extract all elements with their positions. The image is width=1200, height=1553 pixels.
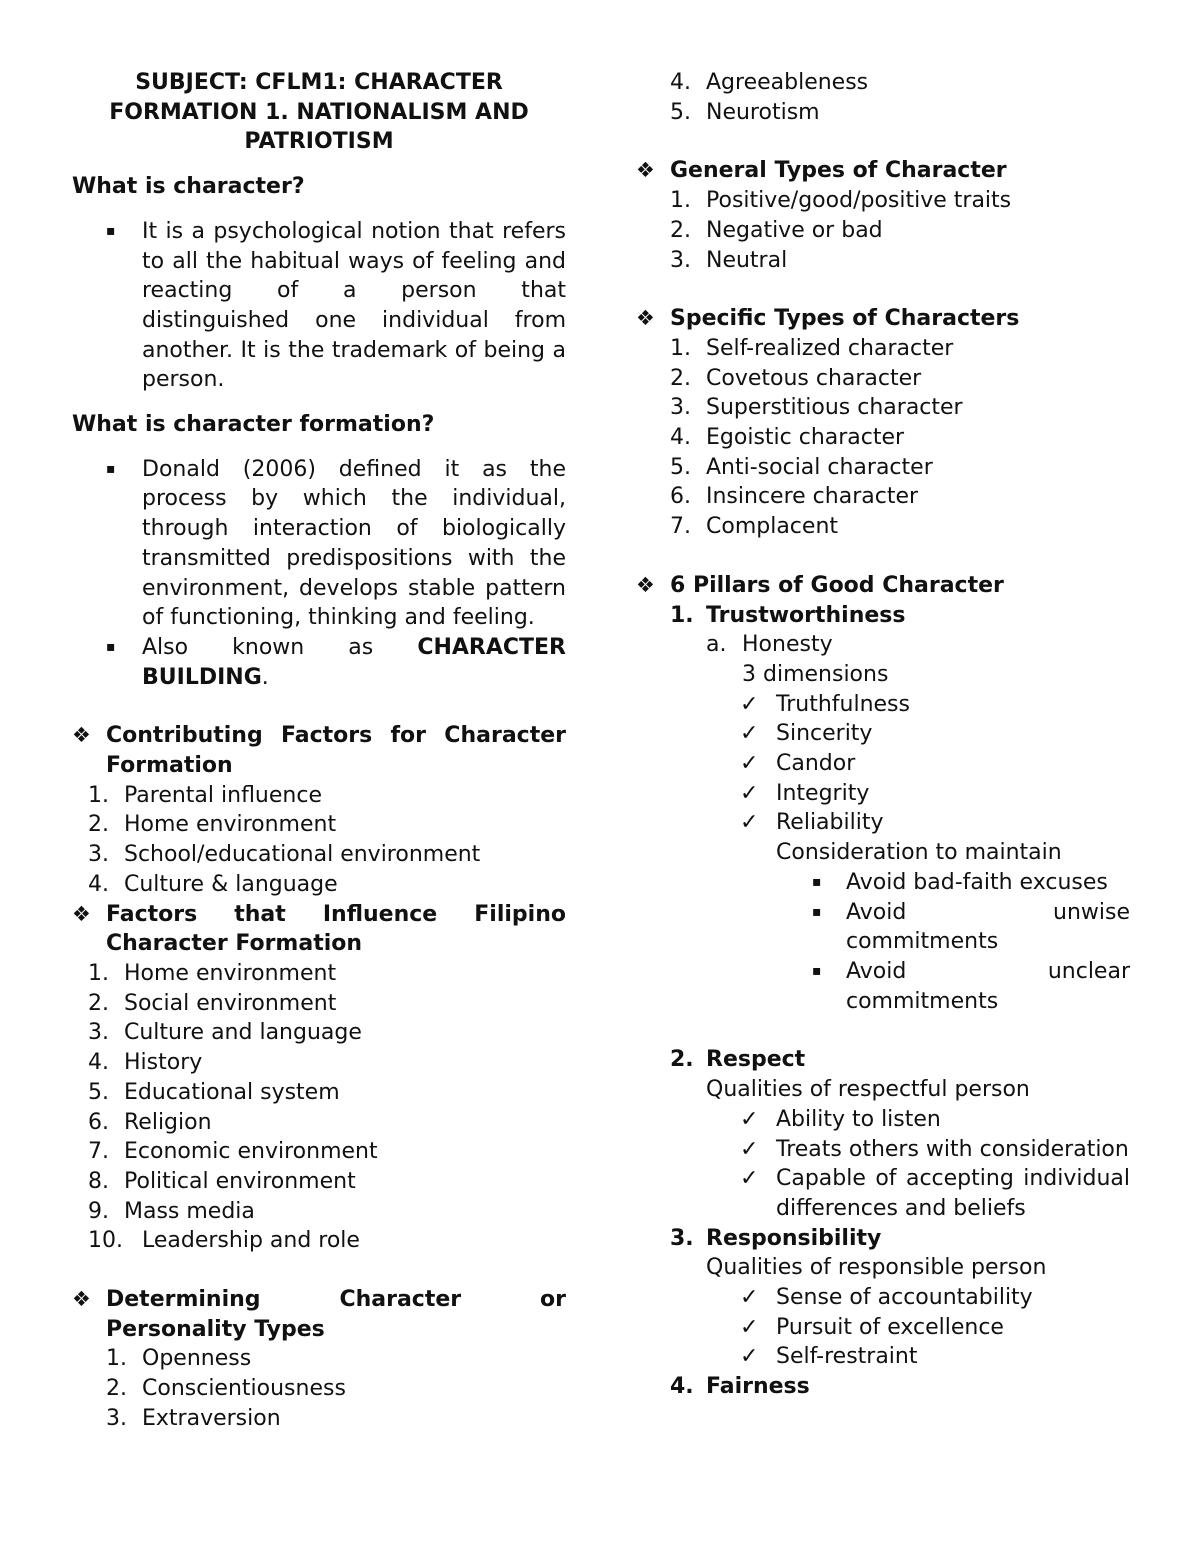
list-item: 6. Insincere character bbox=[670, 484, 919, 510]
section-heading-personality: ❖ Determining Character or Personality Types bbox=[72, 1287, 566, 1342]
heading-what-is-character: What is character? bbox=[72, 174, 305, 200]
check-item: ✓ Treats others with consideration bbox=[636, 1135, 1130, 1165]
character-definition: It is a psychological notion that refers to all the habitual ways of feeling and reacting of a person that distinguished one individual from another. It is the trademark of being a person. bbox=[142, 218, 566, 393]
check-icon: ✓ bbox=[740, 1106, 759, 1132]
list-item: 3. Extraversion bbox=[106, 1405, 281, 1431]
list-item: 3. School/educational environment bbox=[88, 842, 481, 868]
pillar-trustworthiness: 1. Trustworthiness bbox=[670, 602, 906, 628]
section-heading-pillars: ❖ 6 Pillars of Good Character bbox=[636, 571, 1130, 601]
check-item: ✓ Ability to listen bbox=[636, 1105, 1130, 1135]
square-bullet-icon: ▪ bbox=[812, 873, 822, 890]
list-item: 1. Positive/good/positive traits bbox=[670, 188, 1012, 214]
check-icon: ✓ bbox=[740, 1166, 759, 1192]
list-item: 2. Negative or bad bbox=[670, 217, 883, 243]
check-icon: ✓ bbox=[740, 691, 759, 717]
check-icon: ✓ bbox=[740, 721, 759, 747]
bullet-item bbox=[72, 217, 566, 395]
bullet-item bbox=[72, 633, 566, 692]
pillar-respect: 2. Respect bbox=[670, 1047, 806, 1073]
check-item: ✓ Reliability bbox=[636, 808, 1130, 838]
diamond-bullet-icon: ❖ bbox=[72, 723, 91, 748]
check-item: ✓ Self-restraint bbox=[636, 1342, 1130, 1372]
list-item: 4. Egoistic character bbox=[670, 425, 905, 451]
pillar-fairness: 4. Fairness bbox=[670, 1374, 810, 1400]
diamond-bullet-icon: ❖ bbox=[636, 572, 655, 597]
specific-list bbox=[636, 334, 1130, 542]
list-item: 9. Mass media bbox=[88, 1198, 255, 1224]
list-item: 1. Self-realized character bbox=[670, 335, 954, 361]
list-item: 5. Educational system bbox=[88, 1079, 340, 1105]
formation-definition: Donald (2006) defined it as the process by which the individual, through interaction of biologically transmitted predispositions with the environment, develops stable pattern of functioning, thinking and feeling. bbox=[142, 456, 566, 631]
section-heading-general: ❖ General Types of Character bbox=[636, 156, 1130, 186]
check-icon: ✓ bbox=[740, 810, 759, 836]
check-item: ✓ Sense of accountability bbox=[636, 1283, 1130, 1313]
list-item: 5. Neurotism bbox=[670, 99, 820, 125]
list-item: 3. Superstitious character bbox=[670, 395, 963, 421]
also-known-prefix: Also known as bbox=[142, 634, 374, 660]
qualities-label: Qualities of respectful person bbox=[706, 1077, 1030, 1103]
general-list bbox=[636, 186, 1130, 275]
personality-list bbox=[72, 1344, 566, 1433]
avoid-item: ▪ Avoid unwise commitments bbox=[812, 899, 1130, 955]
list-item: 5. Anti-social character bbox=[670, 454, 933, 480]
list-item: 1. Parental influence bbox=[88, 782, 322, 808]
pillar-responsibility: 3. Responsibility bbox=[670, 1225, 882, 1251]
list-item: 2. Social environment bbox=[88, 990, 337, 1016]
check-icon: ✓ bbox=[740, 1344, 759, 1370]
list-item: 1. Openness bbox=[106, 1346, 252, 1372]
heading-character-formation: What is character formation? bbox=[72, 412, 435, 438]
check-item: ✓ Capable of accepting individual differences and beliefs bbox=[740, 1166, 1130, 1221]
check-item: ✓ Pursuit of excellence bbox=[636, 1313, 1130, 1343]
section-heading-contributing: ❖ Contributing Factors for Character Formation bbox=[72, 723, 566, 779]
list-item: 8. Political environment bbox=[88, 1168, 356, 1194]
check-icon: ✓ bbox=[740, 780, 759, 806]
list-item: 7. Economic environment bbox=[88, 1139, 378, 1165]
check-icon: ✓ bbox=[740, 751, 759, 777]
square-bullet-icon: ▪ bbox=[106, 222, 116, 239]
diamond-bullet-icon: ❖ bbox=[72, 901, 91, 926]
diamond-bullet-icon: ❖ bbox=[636, 306, 655, 331]
right-column bbox=[636, 68, 1130, 1402]
list-item: 3. Neutral bbox=[670, 247, 788, 273]
diamond-bullet-icon: ❖ bbox=[72, 1287, 91, 1312]
list-item: 10. Leadership and role bbox=[88, 1228, 360, 1254]
document-title: SUBJECT: CFLM1: CHARACTER FORMATION 1. NATIONALISM AND PATRIOTISM bbox=[109, 70, 529, 155]
list-item: 6. Religion bbox=[88, 1109, 212, 1135]
list-item: 1. Home environment bbox=[88, 960, 337, 986]
square-bullet-icon: ▪ bbox=[812, 903, 822, 920]
section-heading-filipino: ❖ Factors that Influence Filipino Character Formation bbox=[72, 901, 566, 957]
check-icon: ✓ bbox=[740, 1136, 759, 1162]
bullet-item bbox=[72, 455, 566, 633]
dimensions-label: 3 dimensions bbox=[742, 661, 889, 687]
avoid-item: ▪ Avoid unclear commitments bbox=[812, 958, 1130, 1014]
list-item: 4. Culture & language bbox=[88, 871, 338, 897]
diamond-bullet-icon: ❖ bbox=[636, 158, 655, 183]
check-item: ✓ Candor bbox=[636, 749, 1130, 779]
left-column bbox=[72, 68, 566, 1434]
list-item: 4. History bbox=[88, 1050, 203, 1076]
square-bullet-icon: ▪ bbox=[106, 460, 116, 477]
list-item: 7. Complacent bbox=[670, 514, 839, 540]
also-known-suffix: . bbox=[261, 664, 269, 690]
check-icon: ✓ bbox=[740, 1285, 759, 1311]
check-item: ✓ Truthfulness bbox=[636, 690, 1130, 720]
square-bullet-icon: ▪ bbox=[106, 638, 116, 655]
list-item: 3. Culture and language bbox=[88, 1020, 362, 1046]
section-heading-specific: ❖ Specific Types of Characters bbox=[636, 304, 1130, 334]
personality-list-continued bbox=[636, 68, 1130, 127]
filipino-list bbox=[72, 959, 566, 1256]
list-item: 2. Covetous character bbox=[670, 365, 922, 391]
list-item: 2. Conscientiousness bbox=[106, 1376, 346, 1402]
sub-item-honesty: a. Honesty bbox=[706, 632, 833, 658]
character-building-term: CHARACTER BUILDING bbox=[142, 634, 566, 690]
avoid-item: ▪ Avoid bad-faith excuses bbox=[636, 868, 1130, 898]
check-item: ✓ Sincerity bbox=[636, 719, 1130, 749]
qualities-label: Qualities of responsible person bbox=[706, 1255, 1047, 1281]
square-bullet-icon: ▪ bbox=[812, 962, 822, 979]
check-icon: ✓ bbox=[740, 1314, 759, 1340]
check-item: ✓ Integrity bbox=[636, 779, 1130, 809]
list-item: 2. Home environment bbox=[88, 812, 337, 838]
list-item: 4. Agreeableness bbox=[670, 70, 869, 95]
maintain-label: Consideration to maintain bbox=[776, 840, 1062, 866]
contributing-list bbox=[72, 781, 566, 900]
